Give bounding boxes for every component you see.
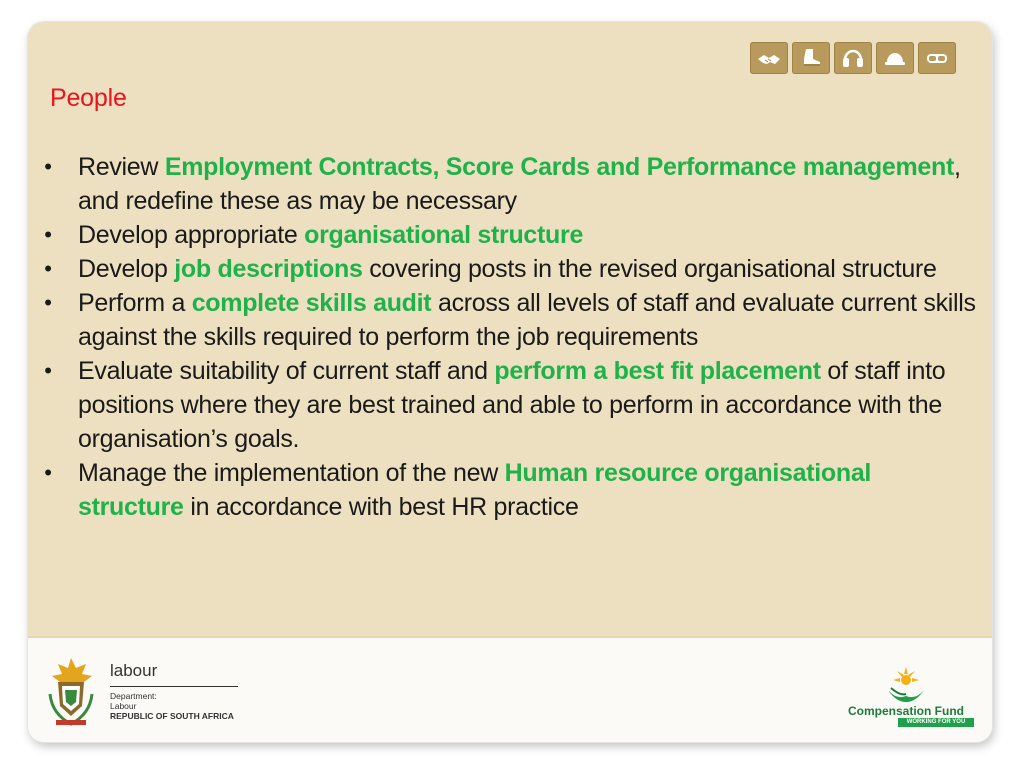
bullet-dot: • [44, 290, 52, 315]
highlighted-text: job descriptions [174, 255, 363, 283]
bullet-item [38, 286, 978, 354]
slide [28, 22, 992, 742]
content-panel [28, 22, 992, 638]
bullet-item [38, 354, 978, 456]
department-line: Department: [110, 691, 157, 701]
bullet-text: , and redefine these as may be necessary [78, 153, 961, 215]
bullet-item [38, 456, 978, 524]
bullet-text: covering posts in the revised organisational structure [362, 255, 937, 283]
ear-protection-icon [834, 42, 872, 74]
bullet-dot: • [44, 358, 52, 383]
bullet-item [38, 150, 978, 218]
bullet-item [38, 218, 978, 252]
department-block [110, 662, 240, 721]
bullet-text: Review [78, 153, 165, 181]
department-lines [110, 691, 240, 721]
department-country: REPUBLIC OF SOUTH AFRICA [110, 711, 234, 721]
hands-sun-icon [836, 666, 976, 706]
highlighted-text: complete skills audit [191, 289, 432, 317]
bullet-text: Develop [78, 255, 175, 283]
department-line: Labour [110, 701, 137, 711]
bullet-text: Perform a [78, 289, 192, 317]
header-icon-strip [750, 42, 956, 74]
handshake-icon [750, 42, 788, 74]
bullet-dot: • [44, 256, 52, 281]
bullet-text: Manage the implementation of the new [78, 459, 505, 487]
highlighted-text: Human resource organisational structure [78, 459, 872, 521]
bullet-dot: • [44, 222, 52, 247]
compensation-fund-logo [836, 666, 976, 726]
bullet-text: in accordance with best HR practice [183, 493, 579, 521]
safety-goggles-icon [918, 42, 956, 74]
coat-of-arms-icon [46, 654, 96, 728]
bullet-item [38, 252, 978, 286]
highlighted-text: perform a best fit placement [494, 357, 821, 385]
bullet-text: of staff into positions where they are best trained and able to perform in accordance with the organisation’s goals. [78, 357, 946, 453]
department-divider [110, 686, 238, 687]
bullet-dot: • [44, 154, 52, 179]
bullet-dot: • [44, 460, 52, 485]
compensation-fund-tagline: WORKING FOR YOU [898, 718, 974, 727]
bullet-list [38, 150, 978, 524]
highlighted-text: organisational structure [304, 221, 584, 249]
department-name: labour [110, 661, 158, 680]
footer [28, 638, 992, 742]
bullet-text: Evaluate suitability of current staff and [78, 357, 495, 385]
compensation-fund-name: Compensation Fund [848, 704, 964, 718]
boot-icon [792, 42, 830, 74]
section-heading: People [50, 84, 127, 112]
hard-hat-icon [876, 42, 914, 74]
bullet-text: across all levels of staff and evaluate current skills against the skills required to perform the job requirements [78, 289, 976, 351]
bullet-text: Develop appropriate [78, 221, 305, 249]
highlighted-text: Employment Contracts, Score Cards and Performance management [164, 153, 955, 181]
